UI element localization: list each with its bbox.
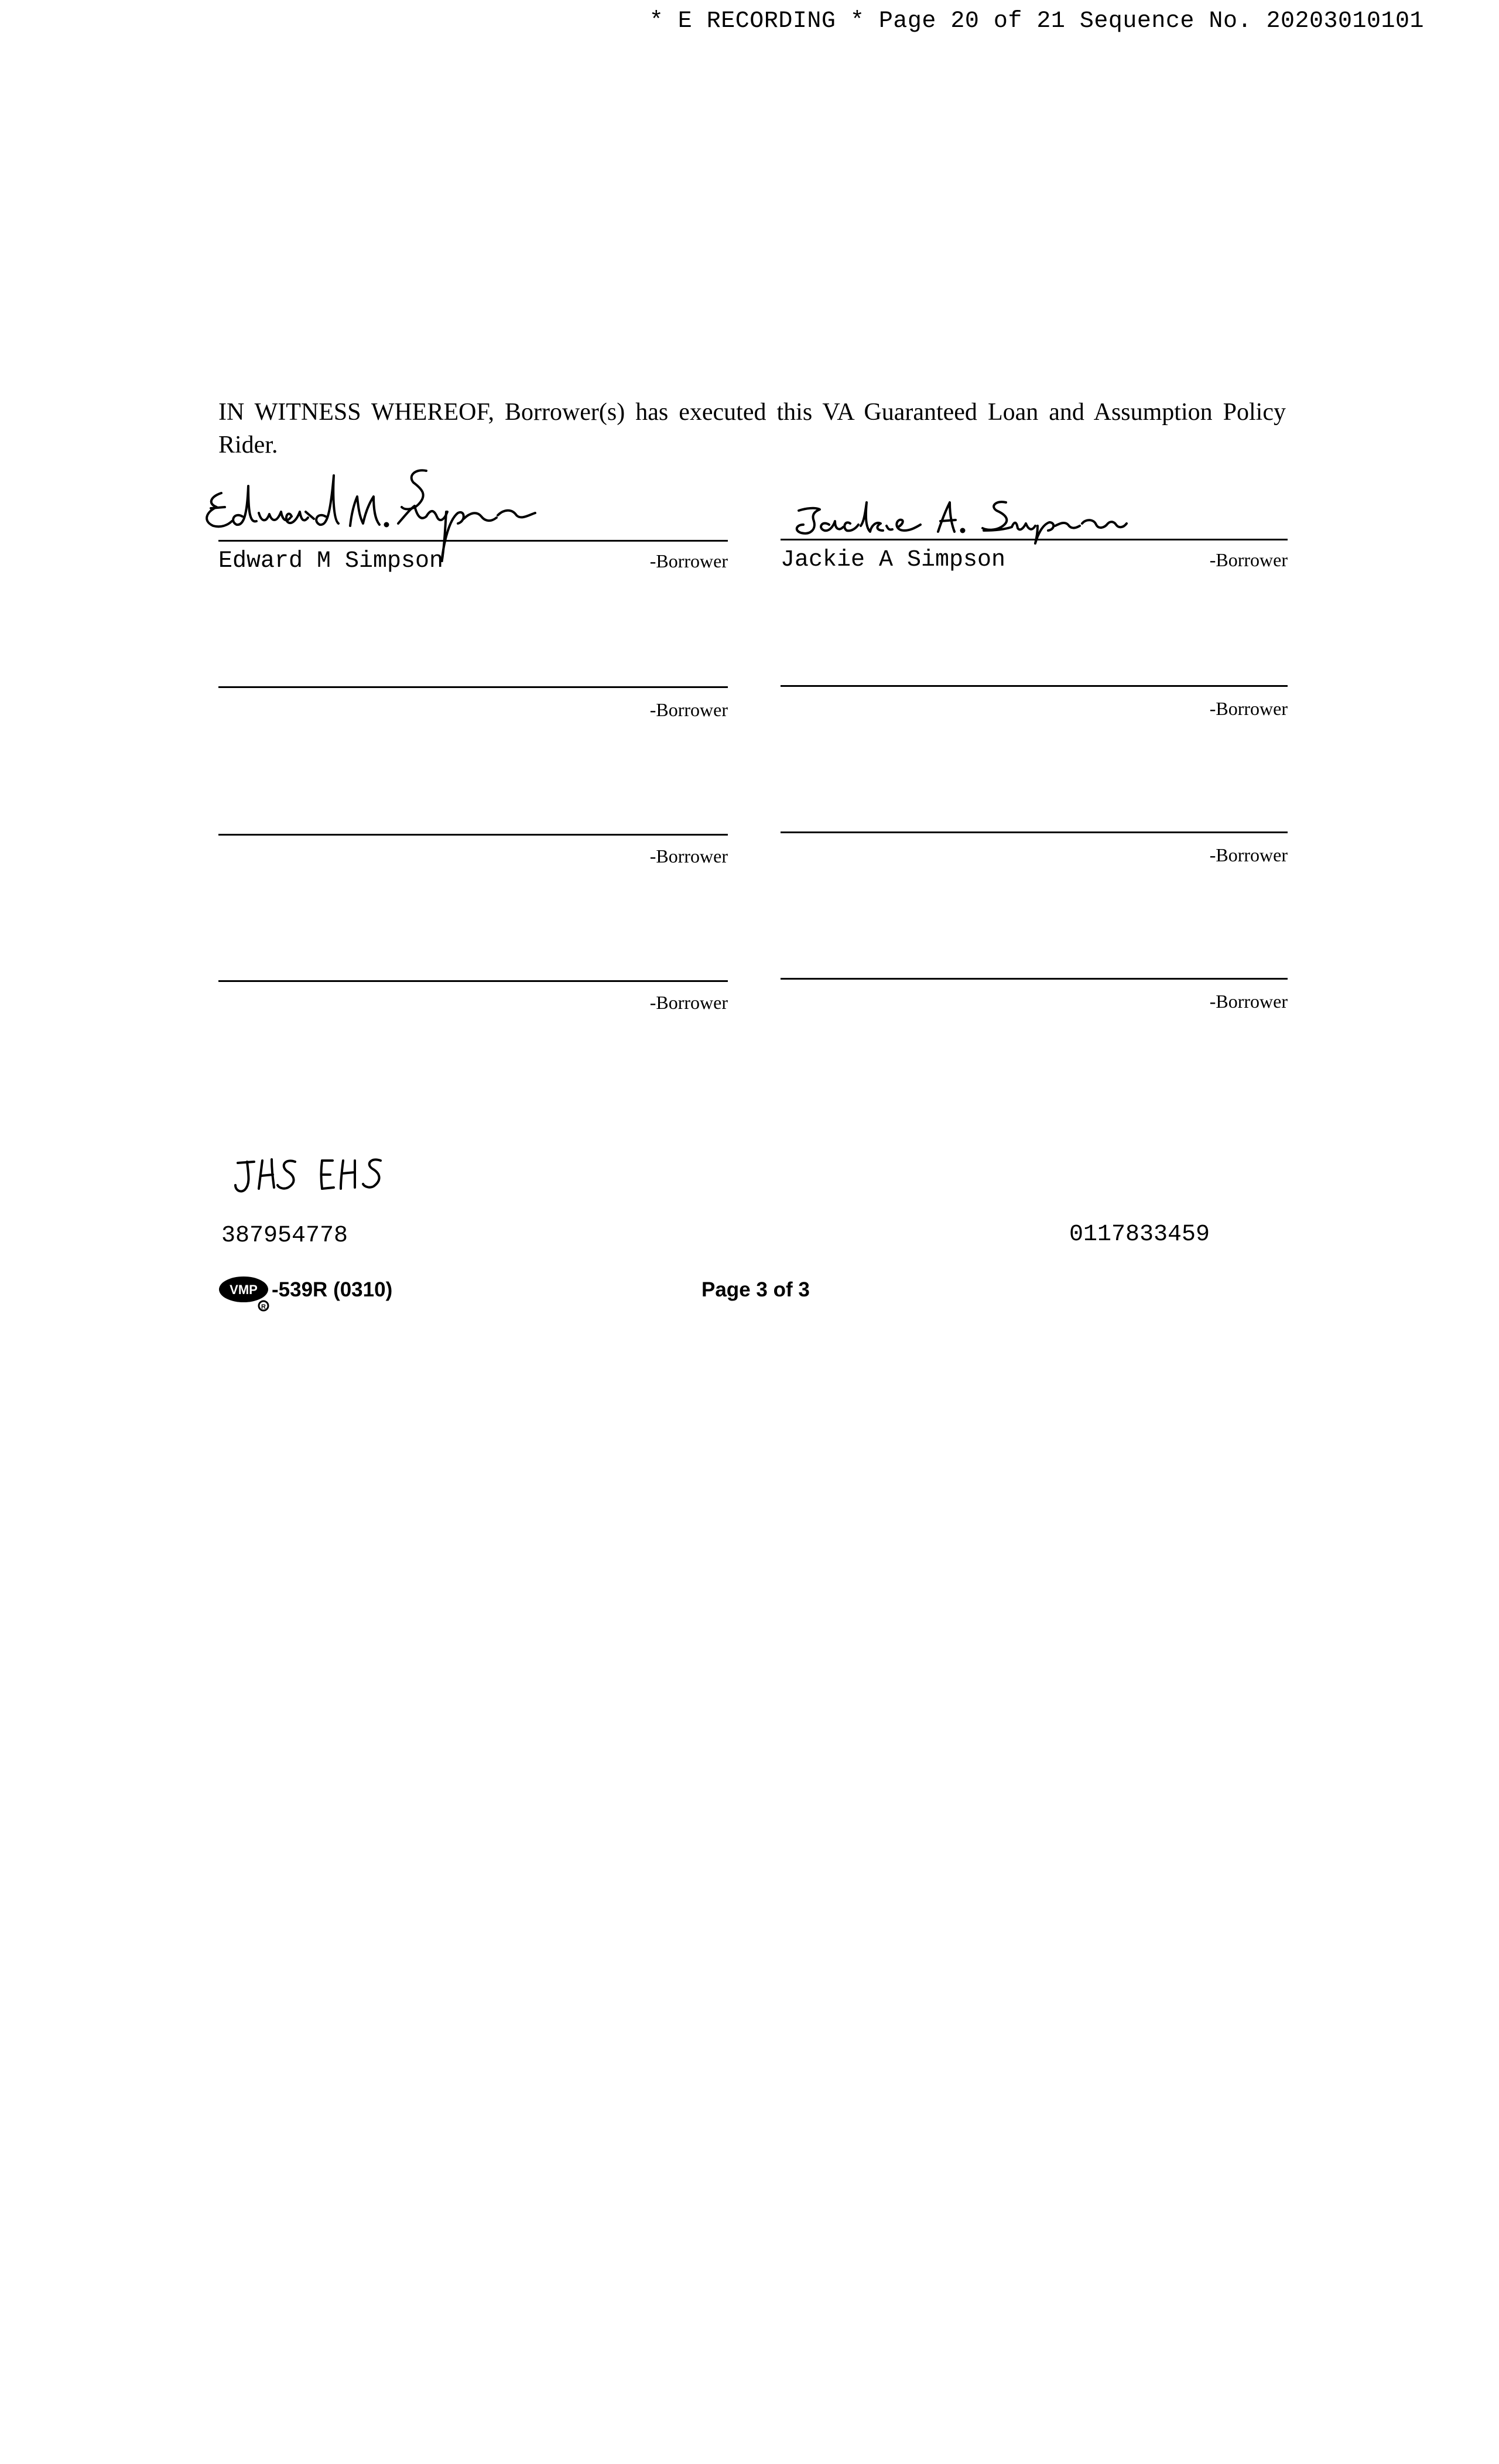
- form-number-code: -539R: [272, 1278, 328, 1301]
- signature-line-borrower-2: [781, 539, 1288, 540]
- loan-number-right: 0117833459: [1069, 1221, 1210, 1248]
- borrower-label: -Borrower: [1209, 698, 1288, 719]
- form-number: [272, 1278, 392, 1302]
- loan-number-left: 387954778: [221, 1223, 348, 1249]
- borrower-label: -Borrower: [649, 550, 728, 571]
- borrower-label: -Borrower: [1209, 549, 1288, 570]
- signature-line-borrower-1: [218, 540, 728, 542]
- vmp-logo-text: VMP: [230, 1282, 258, 1297]
- borrower-label: -Borrower: [649, 992, 728, 1013]
- signature-line-borrower-7: [218, 980, 728, 982]
- signature-line-borrower-3: [218, 686, 728, 688]
- printed-name-borrower-1: Edward M Simpson: [218, 548, 444, 574]
- svg-text:R: R: [261, 1303, 266, 1310]
- signature-line-borrower-6: [781, 831, 1288, 833]
- signature-edward: [193, 463, 545, 562]
- vmp-logo: [218, 1272, 276, 1313]
- borrower-label: -Borrower: [1209, 991, 1288, 1012]
- signature-line-borrower-8: [781, 978, 1288, 980]
- borrower-label: -Borrower: [1209, 844, 1288, 865]
- form-revision: (0310): [333, 1278, 393, 1301]
- handwritten-initials: [233, 1152, 397, 1202]
- witness-statement: IN WITNESS WHEREOF, Borrower(s) has executed this VA Guaranteed Loan and Assumption Policy Rider.: [218, 399, 1286, 458]
- borrower-label: -Borrower: [649, 699, 728, 720]
- signature-line-borrower-5: [218, 834, 728, 836]
- signature-line-borrower-4: [781, 685, 1288, 687]
- printed-name-borrower-2: Jackie A Simpson: [781, 547, 1006, 573]
- page-number: Page 3 of 3: [701, 1278, 810, 1301]
- borrower-label: -Borrower: [649, 846, 728, 867]
- recording-header: * E RECORDING * Page 20 of 21 Sequence No. 20203010101: [649, 8, 1424, 35]
- signature-jackie: [785, 498, 1136, 545]
